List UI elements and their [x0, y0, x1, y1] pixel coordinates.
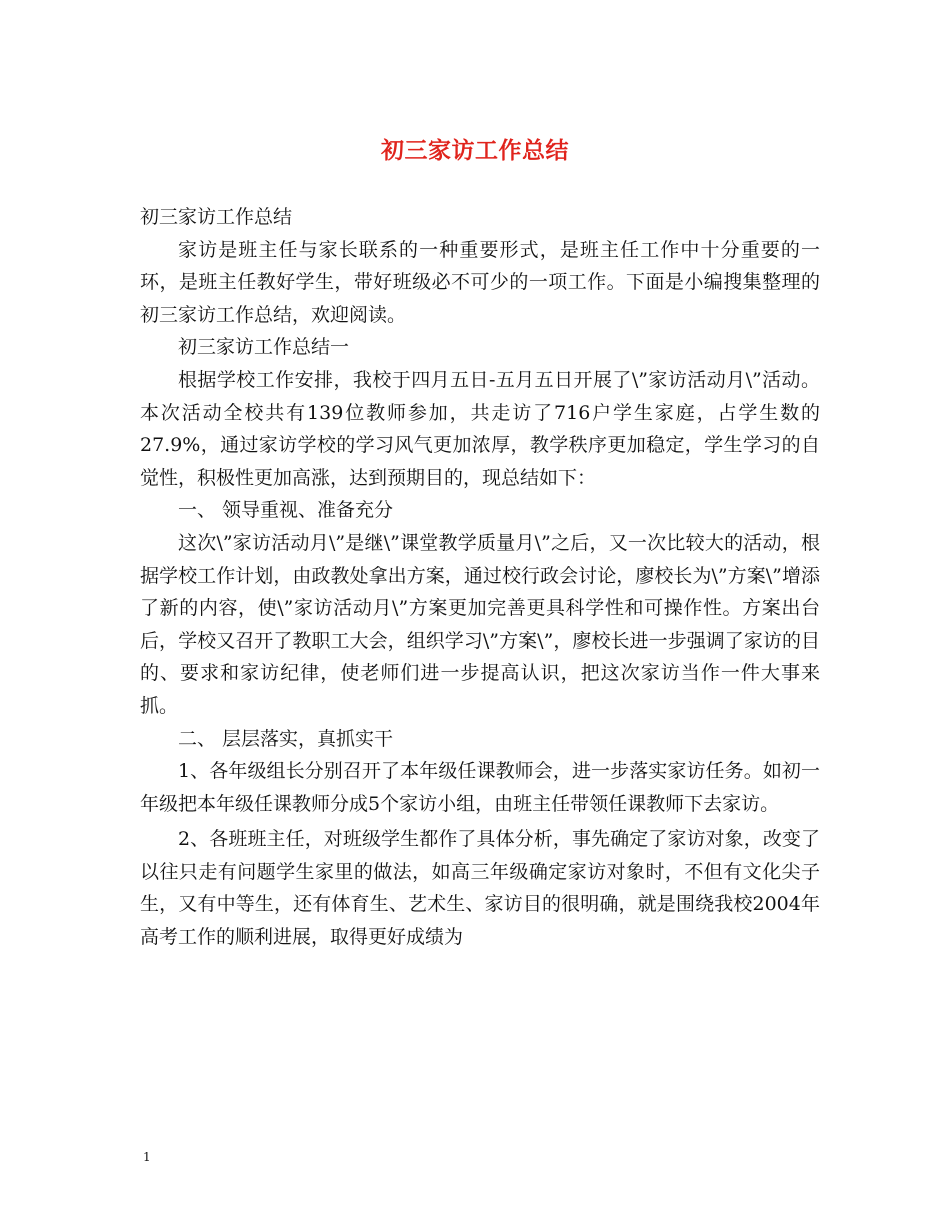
paragraph-overview: 根据学校工作安排，我校于四月五日-五月五日开展了\”家访活动月\”活动。本次活动全校共有139位教师参加，共走访了716户学生家庭，占学生数的27.9%，通过家访学校的学习风气更加浓厚，教学秩序更加稳定，学生学习的自觉性，积极性更加高涨，达到预期目的，现总结如下： [140, 368, 820, 489]
paragraph-item-1: 1、各年级组长分别召开了本年级任课教师会，进一步落实家访任务。如初一年级把本年级任课教师分成5个家访小组，由班主任带领任课教师下去家访。 [140, 760, 820, 815]
paragraph-intro: 家访是班主任与家长联系的一种重要形式，是班主任工作中十分重要的一环，是班主任教好学生，带好班级必不可少的一项工作。下面是小编搜集整理的初三家访工作总结，欢迎阅读。 [140, 238, 820, 326]
document-body [140, 201, 820, 954]
paragraph-heading: 初三家访工作总结 [140, 206, 293, 228]
document-title: 初三家访工作总结 [381, 137, 569, 164]
paragraph-item-2: 2、各班班主任，对班级学生都作了具体分析，事先确定了家访对象，改变了以往只走有问题学生家里的做法，如高三年级确定家访对象时，不但有文化尖子生，又有中等生，还有体育生、艺术生、家访目的很明确，就是围绕我校2004年高考工作的顺利进展，取得更好成绩为 [140, 828, 820, 949]
paragraph-section-title: 初三家访工作总结一 [178, 336, 350, 359]
paragraph-subheading-2: 二、 层层落实，真抓实干 [178, 727, 394, 750]
page-number: 1 [143, 1150, 151, 1164]
paragraph-preparation: 这次\”家访活动月\”是继\”课堂教学质量月\”之后，又一次比较大的活动，根据学校工作计划，由政教处拿出方案，通过校行政会讨论，廖校长为\”方案\”增添了新的内容，使\”家访活动月\”方案更加完善更具科学性和可操作性。方案出台后，学校又召开了教职工大会，组织学习\”方案\”，廖校长进一步强调了家访的目的、要求和家访纪律，使老师们进一步提高认识，把这次家访当作一件大事来抓。 [140, 531, 820, 717]
paragraph-subheading-1: 一、 领导重视、准备充分 [178, 499, 394, 522]
